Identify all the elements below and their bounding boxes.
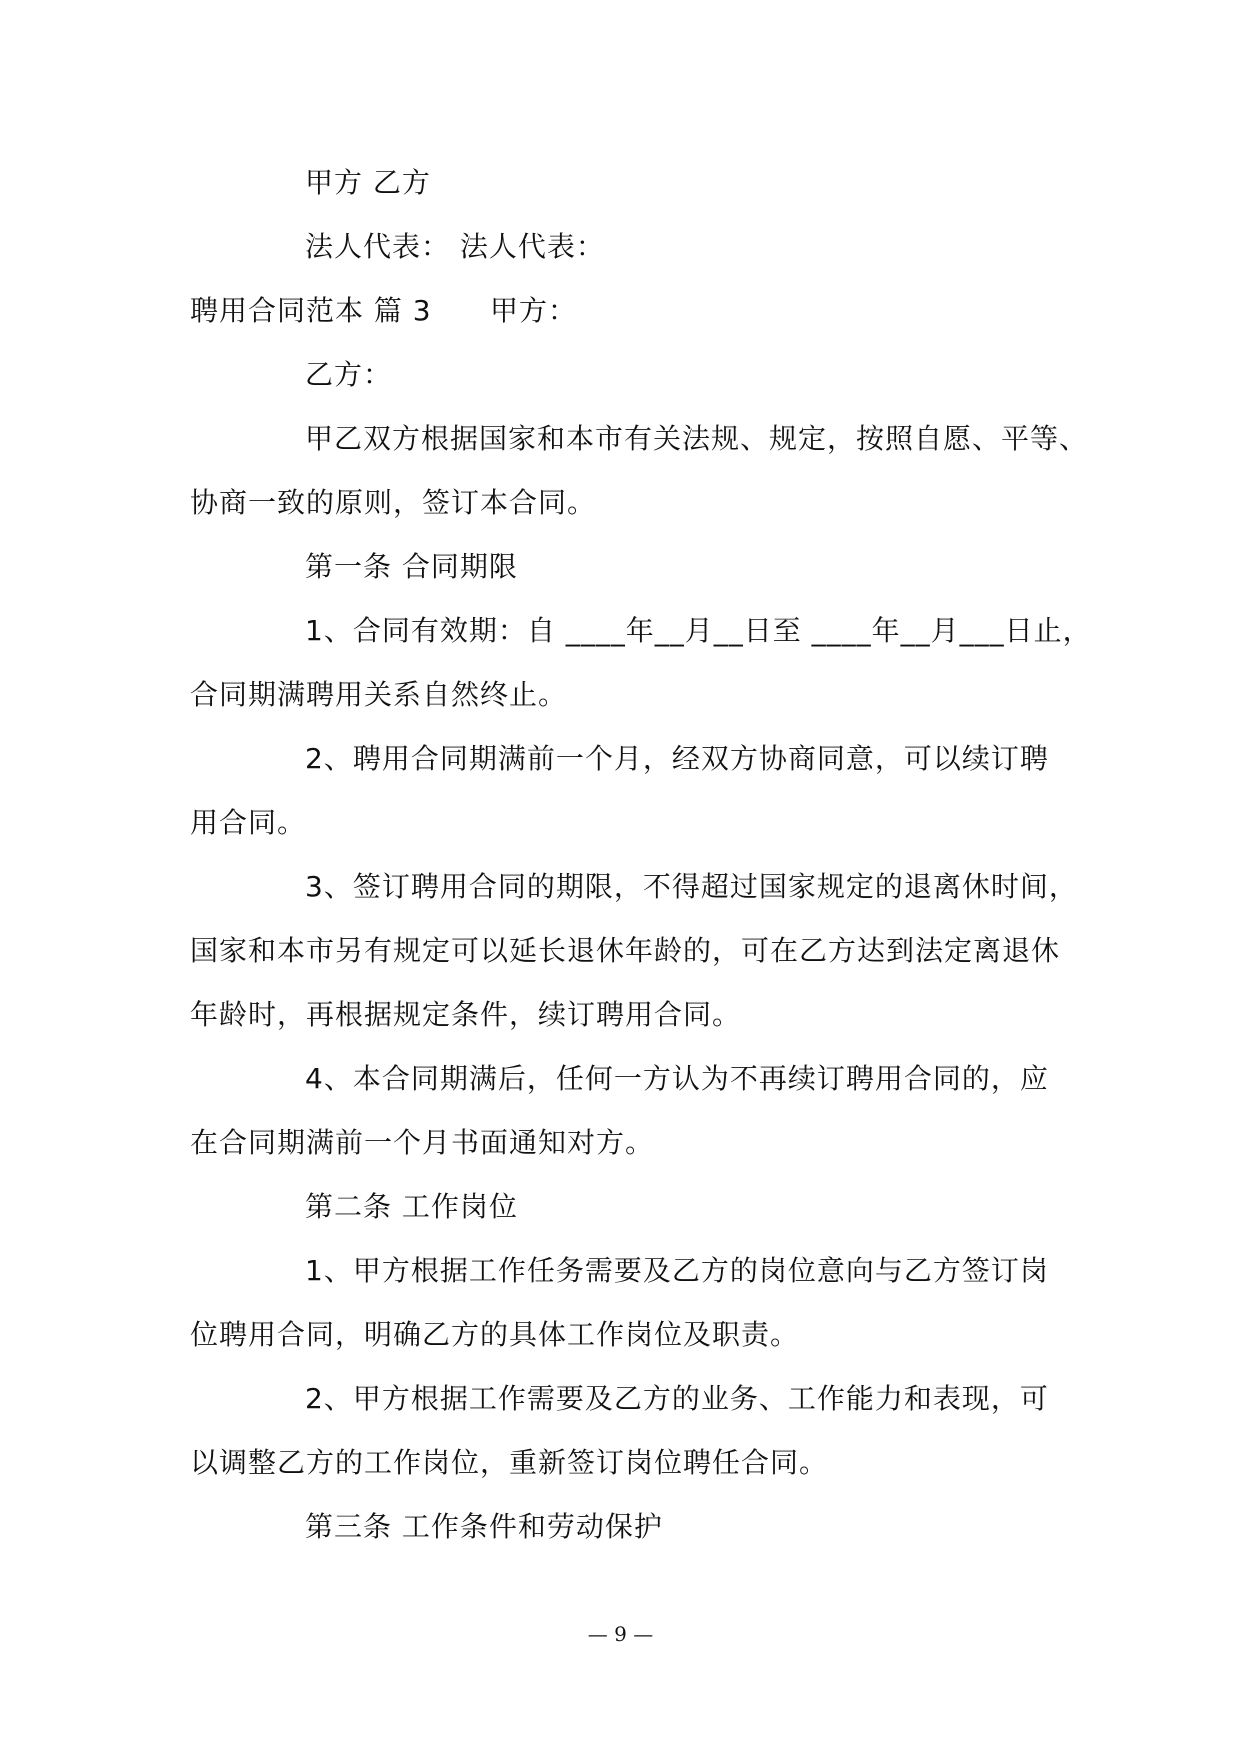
paragraph-line: 以调整乙方的工作岗位，重新签订岗位聘任合同。 bbox=[190, 1446, 829, 1479]
article-heading: 第三条 工作条件和劳动保护 bbox=[305, 1510, 663, 1543]
article-heading: 第一条 合同期限 bbox=[305, 550, 518, 583]
article-heading: 第二条 工作岗位 bbox=[305, 1190, 518, 1223]
paragraph-line: 4、本合同期满后，任何一方认为不再续订聘用合同的，应 bbox=[305, 1062, 1049, 1095]
paragraph-line: 1、合同有效期：自 ____年__月__日至 ____年__月___日止， bbox=[305, 614, 1092, 647]
paragraph-line: 用合同。 bbox=[190, 806, 307, 839]
paragraph-line: 在合同期满前一个月书面通知对方。 bbox=[190, 1126, 655, 1159]
paragraph-line: 2、聘用合同期满前一个月，经双方协商同意，可以续订聘 bbox=[305, 742, 1049, 775]
paragraph-line: 合同期满聘用关系自然终止。 bbox=[190, 678, 568, 711]
paragraph-line: 协商一致的原则，签订本合同。 bbox=[190, 486, 597, 519]
paragraph-line: 国家和本市另有规定可以延长退休年龄的，可在乙方达到法定离退休 bbox=[190, 934, 1061, 967]
party-a-label: 甲方： bbox=[490, 294, 578, 327]
legal-rep-line: 法人代表： 法人代表： bbox=[305, 230, 605, 263]
paragraph-line: 2、甲方根据工作需要及乙方的业务、工作能力和表现，可 bbox=[305, 1382, 1049, 1415]
title-row bbox=[190, 293, 577, 329]
document-title: 聘用合同范本 篇 3 bbox=[190, 294, 432, 327]
paragraph-line: 3、签订聘用合同的期限，不得超过国家规定的退离休时间， bbox=[305, 870, 1078, 903]
paragraph-line: 年龄时，再根据规定条件，续订聘用合同。 bbox=[190, 998, 742, 1031]
paragraph-line: 位聘用合同，明确乙方的具体工作岗位及职责。 bbox=[190, 1318, 800, 1351]
party-line: 甲方 乙方 bbox=[305, 166, 431, 199]
page-number: — 9 — bbox=[587, 1622, 654, 1646]
paragraph-line: 甲乙双方根据国家和本市有关法规、规定，按照自愿、平等、 bbox=[305, 422, 1089, 455]
party-b-label: 乙方： bbox=[305, 358, 393, 391]
paragraph-line: 1、甲方根据工作任务需要及乙方的岗位意向与乙方签订岗 bbox=[305, 1254, 1049, 1287]
